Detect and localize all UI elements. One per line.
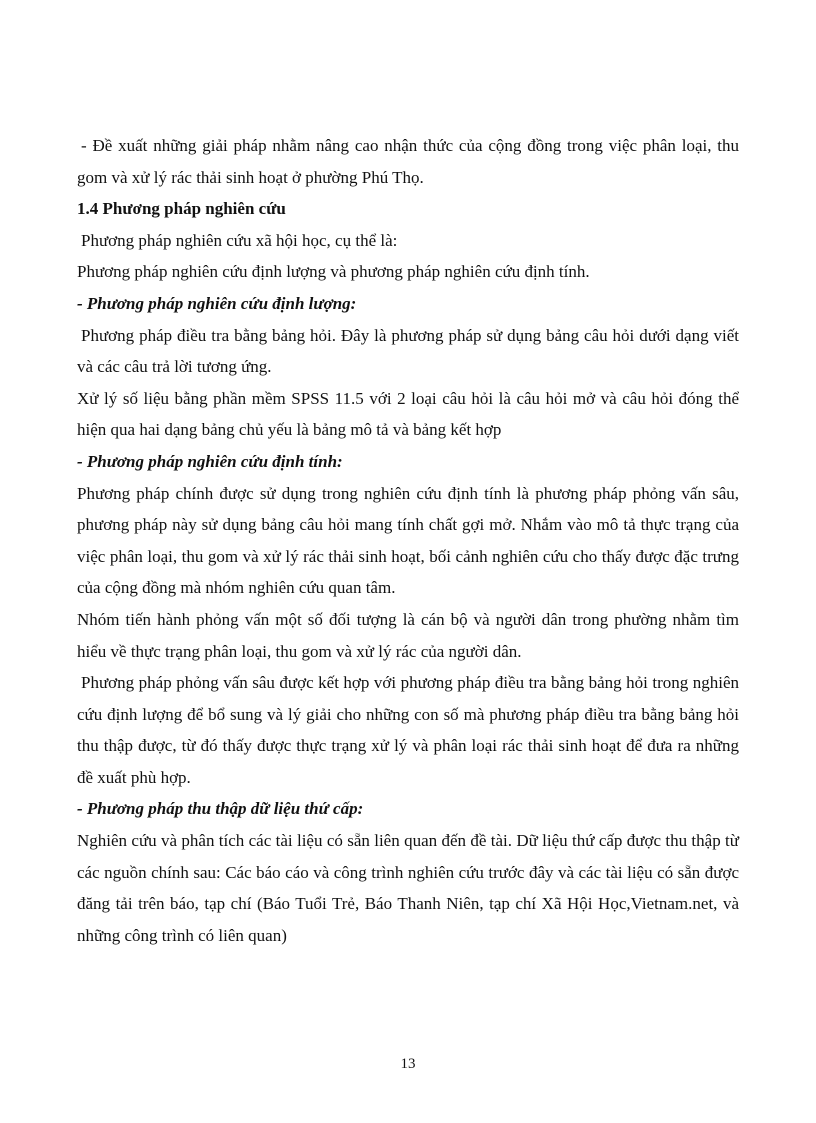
subheading-secondary-data: - Phương pháp thu thập dữ liệu thứ cấp: (77, 799, 364, 819)
document-body (77, 130, 739, 951)
paragraph-questionnaire: Phương pháp điều tra bằng bảng hỏi. Đây là phương pháp sử dụng bảng câu hỏi dưới dạng viết và các câu trả lời tương ứng. (77, 325, 739, 377)
subheading-quantitative: - Phương pháp nghiên cứu định lượng: (77, 293, 357, 313)
paragraph-proposal: - Đề xuất những giải pháp nhằm nâng cao nhận thức của cộng đồng trong việc phân loại, thu gom và xử lý rác thải sinh hoạt ở phường Phú Thọ. (77, 136, 739, 187)
subheading-qualitative: - Phương pháp nghiên cứu định tính: (77, 451, 343, 471)
paragraph-spss: Xử lý số liệu bằng phần mềm SPSS 11.5 với 2 loại câu hỏi là câu hỏi mở và câu hỏi đóng thể hiện qua hai dạng bảng chủ yếu là bảng mô tả và bảng kết hợp (77, 388, 739, 440)
paragraph-indepth-interview: Phương pháp chính được sử dụng trong nghiên cứu định tính là phương pháp phỏng vấn sâu, phương pháp này sử dụng bảng câu hỏi mang tính chất gợi mở. Nhắm vào mô tả thực trạng của việc phân loại, thu gom và xử lý rác thải sinh hoạt, bối cảnh nghiên cứu cho thấy được đặc trưng của cộng đồng mà nhóm nghiên cứu quan tâm. (77, 483, 739, 598)
paragraph-combined-methods: Phương pháp phỏng vấn sâu được kết hợp với phương pháp điều tra bằng bảng hỏi trong nghiên cứu định lượng để bổ sung và lý giải cho những con số mà phương pháp điều tra bằng bảng hỏi thu thập được, từ đó thấy được thực trạng xử lý và phân loại rác thải sinh hoạt để đưa ra những đề xuất phù hợp. (77, 673, 739, 787)
page-number: 13 (400, 1056, 416, 1072)
section-heading: 1.4 Phương pháp nghiên cứu (77, 199, 286, 219)
paragraph-method-intro: Phương pháp nghiên cứu xã hội học, cụ thể là: (81, 230, 398, 250)
paragraph-method-types: Phương pháp nghiên cứu định lượng và phương pháp nghiên cứu định tính. (77, 262, 590, 282)
paragraph-interview-subjects: Nhóm tiến hành phỏng vấn một số đối tượng là cán bộ và người dân trong phường nhằm tìm hiểu về thực trạng phân loại, thu gom và xử lý rác của người dân. (77, 609, 739, 661)
paragraph-secondary-sources: Nghiên cứu và phân tích các tài liệu có sẵn liên quan đến đề tài. Dữ liệu thứ cấp được thu thập từ các nguồn chính sau: Các báo cáo và công trình nghiên cứu trước đây và các tài liệu có sẵn được đăng tải trên báo, tạp chí (Báo Tuổi Trẻ, Báo Thanh Niên, tạp chí Xã Hội Học,Vietnam.net, và những công trình có liên quan) (77, 831, 739, 945)
